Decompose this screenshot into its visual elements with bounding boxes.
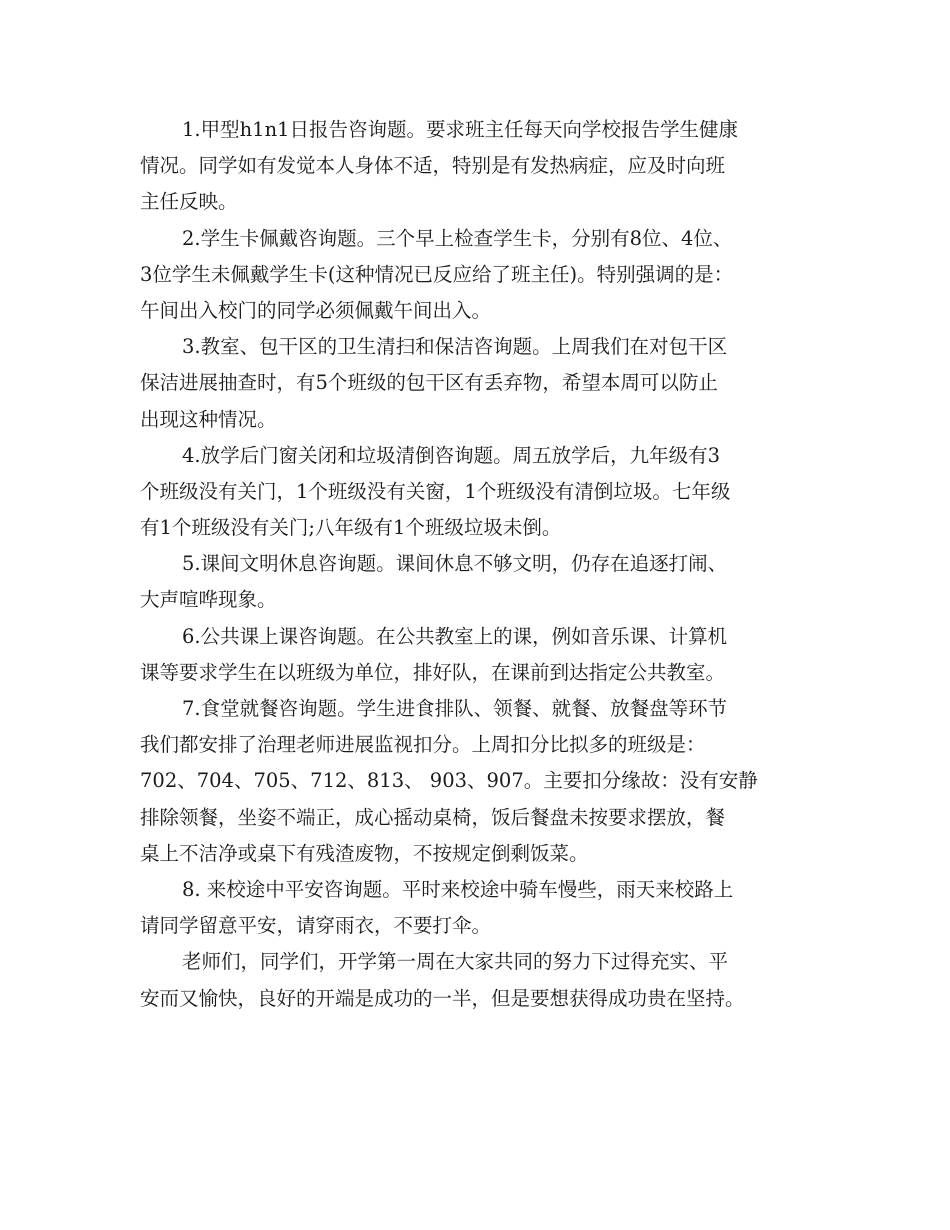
paragraph-line: 排除领餐，坐姿不端正，成心摇动桌椅，饭后餐盘未按要求摆放，餐 [140,805,726,829]
paragraph-line: 出现这种情况。 [140,407,277,431]
paragraph-line: 8. 来校途中平安咨询题。平时来校途中骑车慢些，雨天来校路上 [182,877,734,901]
paragraph-line: 有1个班级没有关门;八年级有1个班级垃圾未倒。 [140,516,562,540]
paragraph-line: 请同学留意平安，请穿雨衣，不要打伞。 [140,914,492,938]
paragraph-line: 6.公共课上课咨询题。在公共教室上的课，例如音乐课、计算机 [182,624,728,648]
paragraph-line: 个班级没有关门，1个班级没有关窗，1个班级没有清倒垃圾。七年级 [140,479,731,503]
paragraph-line: 我们都安排了治理老师进展监视扣分。上周扣分比拟多的班级是： [140,733,706,757]
paragraph-line: 4.放学后门窗关闭和垃圾清倒咨询题。周五放学后，九年级有3 [182,443,721,467]
paragraph-line: 课等要求学生在以班级为单位，排好队，在课前到达指定公共教室。 [140,660,726,684]
paragraph-line: 情况。同学如有发觉本人身体不适，特别是有发热病症，应及时向班 [140,154,726,178]
paragraph-line: 老师们，同学们，开学第一周在大家共同的努力下过得充实、平 [182,950,729,974]
paragraph-line: 保洁进展抽查时，有5个班级的包干区有丢弃物，希望本周可以防止 [140,371,718,395]
paragraph-line: 702、704、705、712、813、 903、907。主要扣分缘故：没有安静 [140,769,758,793]
paragraph-line: 3.教室、包干区的卫生清扫和保洁咨询题。上周我们在对包干区 [182,335,728,359]
paragraph-line: 午间出入校门的同学必须佩戴午间出入。 [140,298,492,322]
paragraph-line: 1.甲型h1n1日报告咨询题。要求班主任每天向学校报告学生健康 [182,118,739,141]
paragraph-line: 3位学生未佩戴学生卡(这种情况已反应给了班主任)。特别强调的是： [140,262,734,286]
paragraph-line: 桌上不洁净或桌下有残渣废物，不按规定倒剩饭菜。 [140,841,589,865]
paragraph-line: 大声喧哗现象。 [140,588,277,612]
paragraph-line: 7.食堂就餐咨询题。学生进食排队、领餐、就餐、放餐盘等环节 [182,697,728,720]
paragraph-line: 2.学生卡佩戴咨询题。三个早上检查学生卡，分别有8位、4位、 [182,226,733,250]
paragraph-line: 5.课间文明休息咨询题。课间休息不够文明，仍存在追逐打闹、 [182,552,728,576]
paragraph-line: 主任反映。 [140,190,238,214]
document-body [140,112,820,1017]
paragraph-line: 安而又愉快，良好的开端是成功的一半，但是要想获得成功贵在坚持。 [140,986,745,1010]
